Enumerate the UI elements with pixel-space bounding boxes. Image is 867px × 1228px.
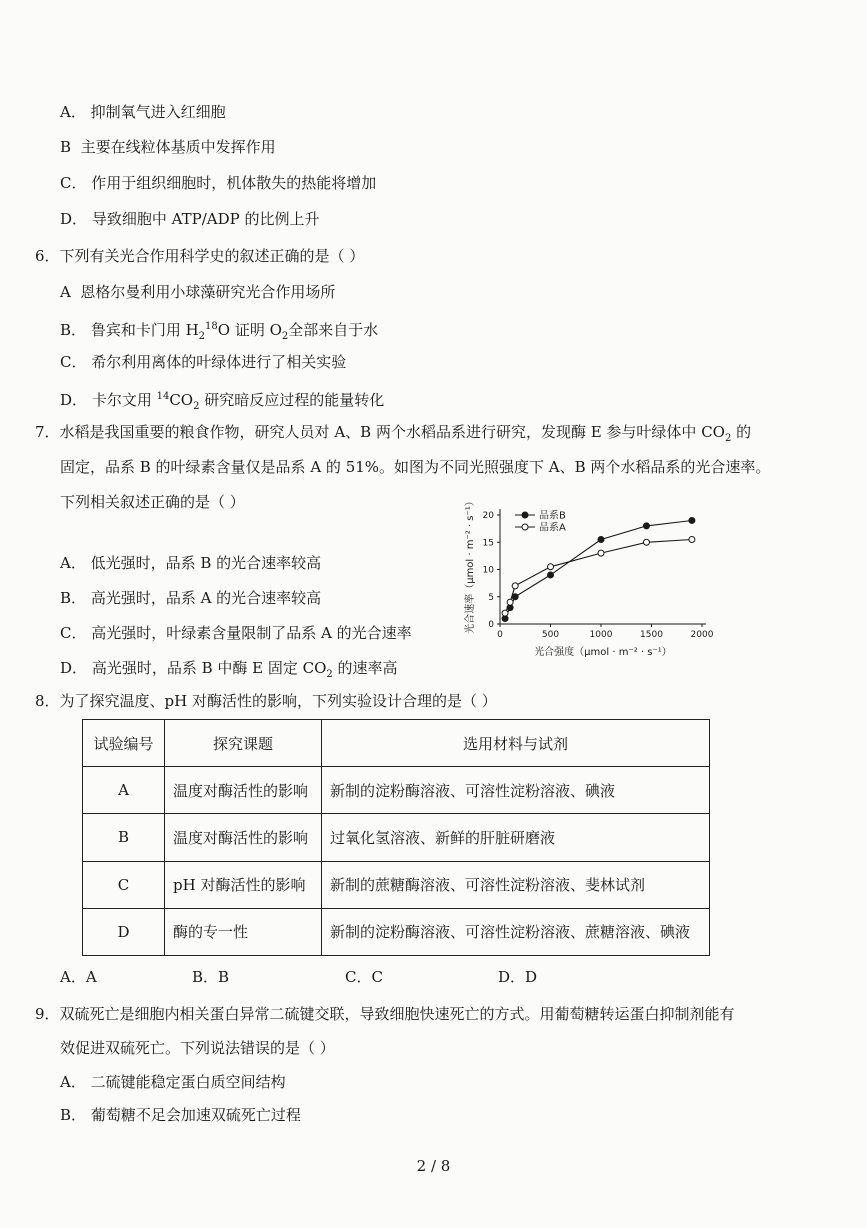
table-cell-topic: 温度对酶活性的影响 [165, 814, 322, 861]
page-number: 2 / 8 [416, 1157, 451, 1175]
question-8-stem: 8．为了探究温度、pH 对酶活性的影响，下列实验设计合理的是（ ） [35, 692, 497, 710]
chart-point [548, 564, 554, 570]
chart-legend-marker [522, 524, 528, 530]
q8-answer-a: A．A [60, 968, 97, 986]
table-cell-materials: 新制的淀粉酶溶液、可溶性淀粉溶液、蔗糖溶液、碘液 [322, 908, 710, 955]
chart-y-tick-label: 10 [482, 565, 494, 576]
question-7-stem-line2: 固定，品系 B 的叶绿素含量仅是品系 A 的 51%。如图为不同光照强度下 A、B 两个水稻品系的光合速率。 [60, 458, 771, 476]
chart-point [512, 583, 518, 589]
chart-x-axis-label: 光合强度（μmol · m⁻² · s⁻¹） [534, 647, 672, 658]
chart-series-line-2 [505, 540, 692, 614]
table-header-cell: 选用材料与试剂 [322, 720, 710, 767]
table-header-cell: 探究课题 [165, 720, 322, 767]
q6-option-d: D． 卡尔文用 $^{14}CO_2$ 研究暗反应过程的能量转化 [60, 391, 385, 412]
table-cell-topic: 温度对酶活性的影响 [165, 767, 322, 814]
chart-y-tick-label: 5 [488, 592, 494, 603]
table-cell-topic: 酶的专一性 [165, 908, 322, 955]
q6-option-c: C． 希尔利用离体的叶绿体进行了相关实验 [60, 353, 347, 371]
table-row [83, 814, 710, 861]
q7-option-d: D． 高光强时，品系 B 中酶 E 固定 $CO_2$ 的速率高 [60, 659, 398, 680]
q7-option-c: C． 高光强时，叶绿素含量限制了品系 A 的光合速率 [60, 624, 412, 642]
chart-y-tick-label: 15 [482, 538, 494, 549]
chart-point [512, 594, 518, 600]
experiment-table [82, 719, 710, 956]
chart-legend-marker [522, 512, 528, 518]
chart-point [598, 537, 604, 543]
chart-point [598, 550, 604, 556]
chart-point [689, 537, 695, 543]
chart-x-tick-label: 1500 [640, 630, 663, 640]
table-cell-materials: 新制的蔗糖酶溶液、可溶性淀粉溶液、斐林试剂 [322, 861, 710, 908]
q7-option-b: B． 高光强时，品系 A 的光合速率较高 [60, 589, 322, 607]
table-row [83, 861, 710, 908]
table-row [83, 908, 710, 955]
photosynthesis-rate-chart [455, 493, 725, 668]
chart-x-tick-label: 500 [541, 630, 560, 640]
q8-answer-c: C．C [345, 968, 383, 986]
question-9-stem-line1: 9．双硫死亡是细胞内相关蛋白异常二硫键交联，导致细胞快速死亡的方式。用葡萄糖转运蛋白抑制剂能有 [35, 1005, 735, 1023]
chart-y-tick-label: 20 [482, 511, 494, 521]
q7-option-a: A． 低光强时，品系 B 的光合速率较高 [60, 554, 322, 572]
question-9-stem-line2: 效促进双硫死亡。下列说法错误的是（ ） [60, 1039, 335, 1057]
chart-point [689, 517, 695, 523]
table-cell-materials: 过氧化氢溶液、新鲜的肝脏研磨液 [322, 814, 710, 861]
q8-answer-b: B．B [192, 968, 230, 986]
chart-legend-label: 品系A [539, 522, 566, 534]
chart-series-line-1 [505, 521, 692, 619]
table-cell-id: B [83, 814, 165, 861]
chart-x-tick-label: 1000 [589, 630, 613, 640]
table-header-row [83, 720, 710, 767]
question-7-stem-line1: 7．水稻是我国重要的粮食作物，研究人员对 A、B 两个水稻品系进行研究，发现酶 E 参与叶绿体中 $CO_2$ 的 [35, 423, 752, 444]
option-d: D． 导致细胞中 ATP/ADP 的比例上升 [60, 210, 320, 228]
chart-y-tick-label: 0 [488, 620, 494, 630]
table-cell-id: A [83, 767, 165, 814]
chart-point [643, 539, 649, 545]
q6-option-a: A 恩格尔曼利用小球藻研究光合作用场所 [60, 283, 336, 301]
chart-point [507, 599, 513, 605]
question-7-stem-line3: 下列相关叙述正确的是（ ） [60, 493, 245, 511]
chart-x-tick-label: 0 [497, 630, 503, 640]
chart-legend-label: 品系B [539, 510, 566, 522]
q8-answer-d: D．D [498, 968, 538, 986]
chart-x-tick-label: 2000 [690, 630, 714, 640]
q9-option-b: B． 葡萄糖不足会加速双硫死亡过程 [60, 1106, 301, 1124]
option-b: B 主要在线粒体基质中发挥作用 [60, 138, 276, 156]
question-6-stem: 6．下列有关光合作用科学史的叙述正确的是（ ） [35, 247, 365, 265]
table-header-cell: 试验编号 [83, 720, 165, 767]
table-cell-materials: 新制的淀粉酶溶液、可溶性淀粉溶液、碘液 [322, 767, 710, 814]
chart-point [643, 523, 649, 529]
table-row [83, 767, 710, 814]
table-cell-topic: pH 对酶活性的影响 [165, 861, 322, 908]
q9-option-a: A． 二硫键能稳定蛋白质空间结构 [60, 1073, 286, 1091]
q6-option-b: B． 鲁宾和卡门用 $H_2^{18}O$ 证明 $O_2$全部来自于水 [60, 321, 379, 342]
chart-point [548, 572, 554, 578]
chart-point [502, 610, 508, 616]
option-c: C． 作用于组织细胞时，机体散失的热能将增加 [60, 174, 377, 192]
table-cell-id: D [83, 908, 165, 955]
chart-y-axis-label: 光合速率（μmol · m⁻² · s⁻¹） [465, 496, 476, 634]
table-cell-id: C [83, 861, 165, 908]
option-a: A． 抑制氧气进入红细胞 [60, 103, 226, 121]
